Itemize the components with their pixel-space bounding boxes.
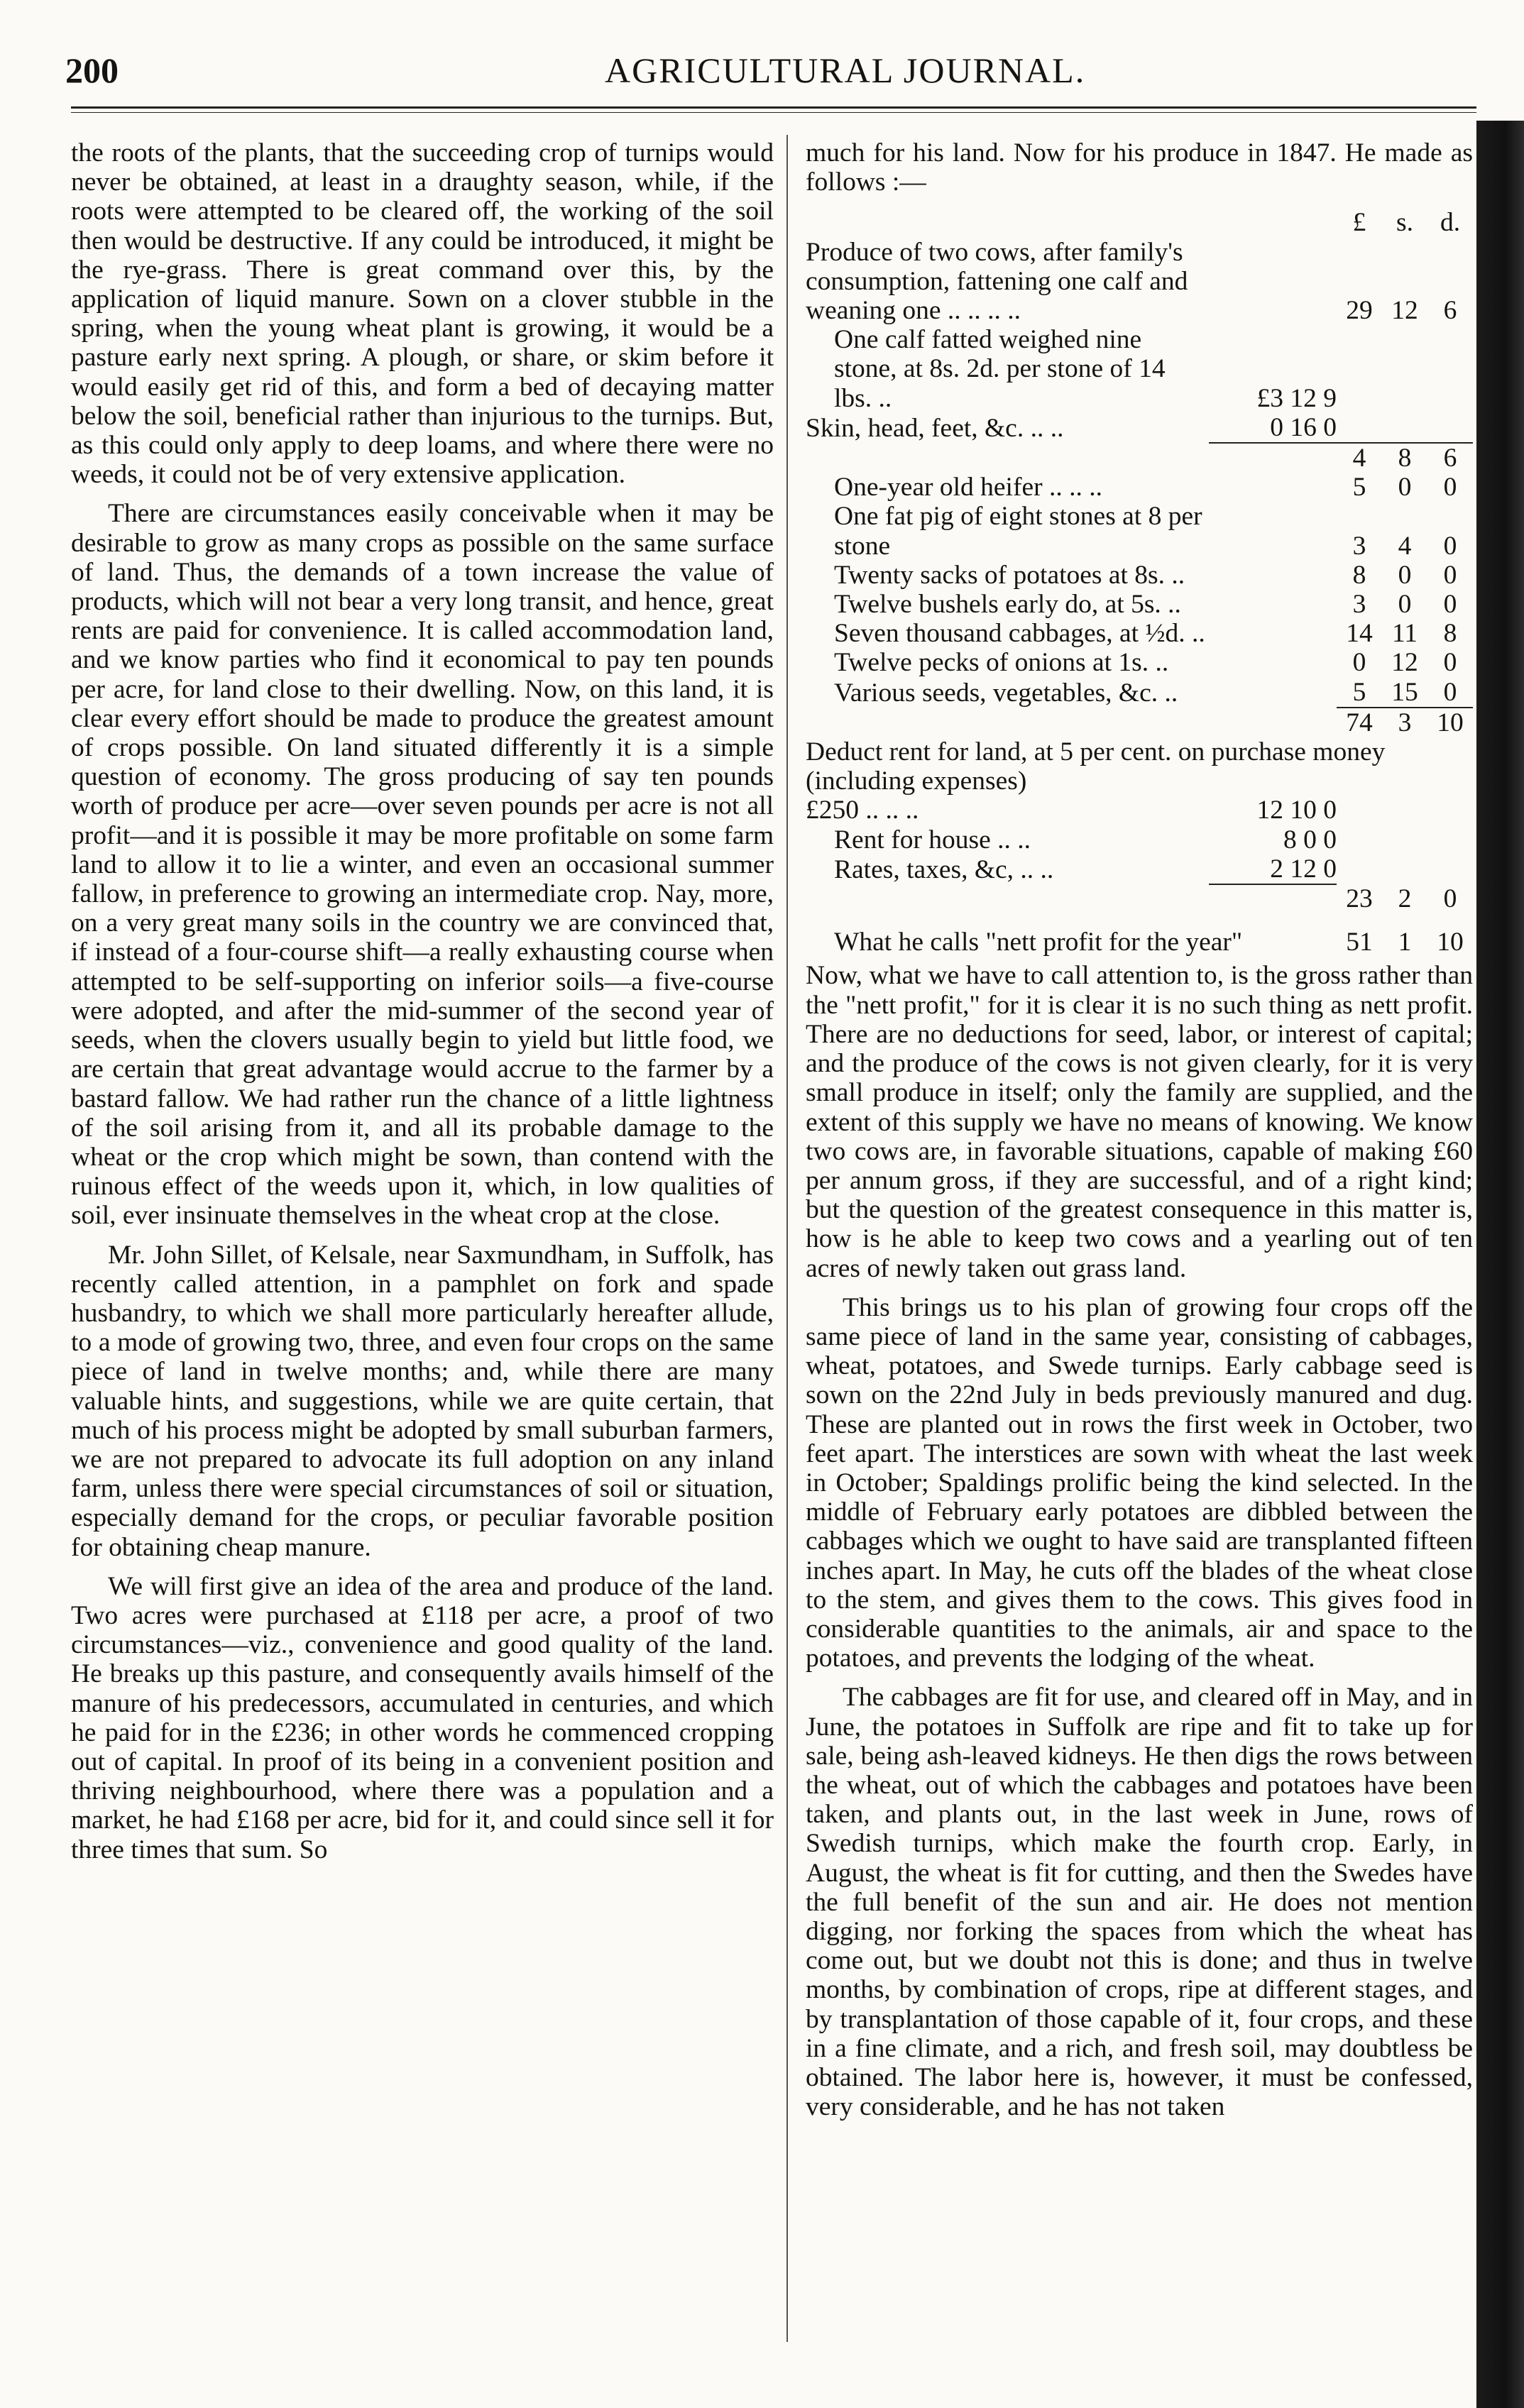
account-row	[806, 590, 1473, 619]
account-row	[806, 325, 1473, 413]
account-row	[806, 561, 1473, 590]
row-sub-amount	[1209, 590, 1337, 619]
deductions-heading: Deduct rent for land, at 5 per cent. on purchase money (including expenses)	[806, 737, 1386, 796]
row-pounds: 5	[1352, 473, 1366, 502]
pence-header: d.	[1440, 208, 1461, 238]
page-number: 200	[65, 50, 119, 90]
shillings-header: s.	[1396, 208, 1413, 238]
deduction-amount: 12 10 0	[1256, 796, 1337, 825]
row-pence: 0	[1443, 560, 1457, 590]
total-pounds: 74	[1337, 708, 1382, 737]
right-column	[806, 138, 1473, 2131]
row-description	[806, 443, 1209, 473]
row-shillings: 0	[1398, 560, 1412, 590]
row-pence: 8	[1443, 619, 1457, 649]
row-pounds: 4	[1337, 443, 1382, 473]
row-pounds: 3	[1352, 590, 1366, 620]
row-description: One calf fatted weighed nine stone, at 8s. 2d. per stone of 14 lbs. ..	[834, 325, 1166, 413]
row-description: Seven thousand cabbages, at ½d. ..	[834, 619, 1205, 649]
paragraph: This brings us to his plan of growing four crops off the same piece of land in the same year, consisting of cabbages, wheat, potatoes, and Swede turnips. Early cabbage seed is sown on the 22nd July in beds previously manured and dug. These are planted out in rows the first week in October, two feet apart. The interstices are sown with wheat the last week in October; Spaldings prolific being the kind selected. In the middle of February early potatoes are dibbled between the cabbages which we ought to have said are transplanted fifteen inches apart. In May, he cuts off the blades of the wheat close to the stem, and gives them to the cows. This gives food in considerable quantities to the animals, air and space to the potatoes, and prevents the lodging of the wheat.	[806, 1292, 1473, 1673]
row-sub-amount	[1209, 502, 1337, 560]
row-description: Produce of two cows, after family's consumption, fattening one calf and weaning one .. .. .. ..	[806, 237, 1188, 326]
row-pence: 0	[1443, 648, 1457, 678]
row-sub-amount	[1209, 443, 1337, 473]
row-pence: 0	[1443, 473, 1457, 502]
deduction-amount: 8 0 0	[1283, 825, 1337, 854]
deduction-total-spacer	[806, 884, 1209, 913]
deduction-empty	[1382, 854, 1427, 884]
row-sub-amount	[1209, 561, 1337, 590]
spacer-cell	[806, 913, 1209, 928]
row-pence: 0	[1443, 531, 1457, 561]
pounds-header: £	[1352, 208, 1366, 238]
deduction-empty	[1337, 825, 1382, 854]
paragraph: The cabbages are fit for use, and cleared off in May, and in June, the potatoes in Suffolk are ripe and fit to take up for sale, being ash-leaved kidneys. He then digs the rows between the wheat, out of which the cabbages and potatoes have been taken, and plants out, in the last week in June, rows of Swedish turnips, which make the fourth crop. Early, in August, the wheat is fit for cutting, and then the Swedes have the full benefit of the sun and air. He does not mention digging, nor forking the spaces from which the wheat has come out, but we doubt not this is done; and thus in twelve months, by combination of crops, ripe at different stages, and by transplantation of those capable of it, four crops, and these in a fine climate, and a rich, and fresh soil, may doubtless be obtained. The labor here is, however, it must be confessed, very considerable, and he has not taken	[806, 1683, 1473, 2122]
total-row	[806, 708, 1473, 737]
account-row	[806, 238, 1473, 326]
page-gutter-shadow	[1476, 121, 1524, 2408]
row-description: One-year old heifer .. .. ..	[834, 473, 1102, 502]
row-shillings: 0	[1398, 473, 1412, 502]
row-sub-amount	[1209, 473, 1337, 502]
row-description: Twelve pecks of onions at 1s. ..	[834, 648, 1169, 678]
account-row	[806, 648, 1473, 677]
account-row	[806, 502, 1473, 560]
deduction-empty	[1382, 796, 1427, 825]
deduction-empty	[1427, 825, 1473, 854]
row-pounds: 14	[1346, 619, 1373, 649]
row-shillings	[1382, 325, 1427, 413]
deduction-row	[806, 825, 1473, 854]
deduction-total-shillings: 2	[1398, 884, 1412, 914]
paragraph: We will first give an idea of the area and produce of the land. Two acres were purchased at £118 per acre, a proof of two circumstances—viz., convenience and good quality of the land. He breaks up this pasture, and consequently avails himself of the manure of his predecessors, accumulated in centuries, and which he paid for in the £236; in other words he commenced cropping out of capital. In proof of its being in a convenient position and thriving neighbourhood, where there was a population and a market, he had £168 per acre, bid for it, and could since sell it for three times that sum. So	[71, 1571, 774, 1864]
row-description: Twenty sacks of potatoes at 8s. ..	[834, 560, 1185, 590]
row-shillings: 12	[1391, 296, 1418, 326]
total-spacer-mid	[1209, 708, 1337, 737]
row-pounds: 8	[1352, 560, 1366, 590]
deductions-heading-row	[806, 737, 1473, 796]
running-title: AGRICULTURAL JOURNAL.	[605, 50, 1086, 90]
row-sub-amount	[1209, 678, 1337, 708]
deduction-total-row	[806, 884, 1473, 913]
account-row	[806, 678, 1473, 708]
left-column	[71, 138, 774, 1874]
account-row	[806, 413, 1473, 443]
nett-profit-pounds: 51	[1346, 928, 1373, 957]
row-pence: 0	[1443, 677, 1457, 707]
row-shillings	[1382, 413, 1427, 443]
subtotal-row	[806, 443, 1473, 473]
row-pounds: 3	[1352, 531, 1366, 561]
total-pence: 10	[1427, 708, 1473, 737]
row-sub-amount: 0 16 0	[1270, 412, 1337, 442]
paragraph: much for his land. Now for his produce in 1847. He made as follows :—	[806, 138, 1473, 197]
deduction-total-rule	[1209, 884, 1337, 913]
currency-header-row	[806, 208, 1473, 237]
nett-profit-description: What he calls "nett profit for the year"	[834, 928, 1243, 957]
row-pence: 0	[1443, 590, 1457, 620]
total-shillings: 3	[1382, 708, 1427, 737]
deduction-description: £250 .. .. ..	[806, 796, 919, 825]
deduction-total-pounds: 23	[1346, 884, 1373, 914]
total-spacer	[806, 708, 1209, 737]
deduction-total-pence: 0	[1443, 884, 1457, 914]
column-divider	[786, 135, 788, 2342]
deduction-empty	[1427, 854, 1473, 884]
row-shillings: 11	[1391, 619, 1418, 649]
row-pounds: 0	[1352, 648, 1366, 678]
produce-account-table	[806, 208, 1473, 957]
nett-profit-shillings: 1	[1398, 928, 1412, 957]
header-rule	[71, 106, 1476, 109]
row-pounds	[1337, 325, 1382, 413]
paragraph: Mr. John Sillet, of Kelsale, near Saxmundham, in Suffolk, has recently called attention, in a pamphlet on fork and spade husbandry, to which we shall more particularly hereafter allude, to a mode of growing two, three, and even four crops on the same piece of land in twelve months; and, while there are many valuable hints, and suggestions, while we are quite certain, that much of his process might be adopted by small suburban farmers, we are not prepared to advocate its full adoption on any inland farm, unless there were special circumstances of soil or situation, especially demand for the crops, or peculiar favorable position for obtaining cheap manure.	[71, 1240, 774, 1562]
paragraph: the roots of the plants, that the succeeding crop of turnips would never be obtained, at least in a draughty season, while, if the roots were attempted to be cleared off, the working of the soil then would be destructive. If any could be introduced, it might be the rye-grass. There is great command over this, by the application of liquid manure. Sown on a clover stubble in the spring, when the young wheat plant is growing, it would be a pasture early next spring. A plough, or share, or skim before it would easily get rid of this, and form a bed of decaying matter below the soil, beneficial rather than injurious to the turnips. But, as this could only apply to deep loams, and where there were no weeds, it could not be of very extensive application.	[71, 138, 774, 490]
row-shillings: 0	[1398, 590, 1412, 620]
deduction-empty	[1382, 825, 1427, 854]
row-shillings: 4	[1398, 531, 1412, 561]
row-shillings: 15	[1391, 677, 1418, 707]
row-pence: 6	[1427, 443, 1473, 473]
account-row	[806, 473, 1473, 502]
paragraph: There are circumstances easily conceivable when it may be desirable to grow as many crops as possible on the same surface of land. Thus, the demands of a town increase the value of products, which will not bear a very long transit, and hence, great rents are paid for convenience. It is called accommodation land, and we know parties who find it economical to pay ten pounds per acre, for land close to their dwelling. Now, on this land, it is clear every effort should be made to produce the greatest amount of crops possible. On land situated differently it is a simple question of economy. The gross producing of say ten pounds worth of produce per acre—over seven pounds per acre is not all profit—and it is possible it may be more profitable on some farm land to allow it to lie a winter, and even an occasional summer fallow, in preference to growing an intermediate crop. Nay, more, on a very great many soils in the country we are convinced that, if instead of a four-course shift—a really exhausting course when attempted to be self-supporting on inferior soils—a five-course were adopted, and after the mid-summer of the second year of seeds, when the clovers usually begin to yield but little food, we are certain that great advantage would accrue to the farmer by a bastard fallow. We had rather run the chance of a little lightness of the soil arising from it, and all its probable damage to the wheat or the crop which might be sown, than contend with the ruinous effect of the weeds upon it, which, in low qualities of soil, ever insinuate themselves in the wheat crop at the close.	[71, 499, 774, 1231]
row-shillings: 12	[1391, 648, 1418, 678]
row-pence	[1427, 325, 1473, 413]
row-description: Various seeds, vegetables, &c. ..	[834, 678, 1178, 708]
row-sub-amount: £3 12 9	[1256, 383, 1337, 413]
row-pounds: 5	[1352, 677, 1366, 707]
row-sub-amount	[1209, 238, 1337, 326]
deduction-description: Rates, taxes, &c, .. ..	[834, 854, 1054, 884]
deduction-empty	[1337, 854, 1382, 884]
row-description: Skin, head, feet, &c. .. ..	[806, 413, 1064, 443]
row-sub-amount	[1209, 648, 1337, 677]
row-description: One fat pig of eight stones at 8 per stone	[834, 502, 1202, 561]
paragraph: Now, what we have to call attention to, is the gross rather than the "nett profit," for it is clear it is no such thing as nett profit. There are no deductions for seed, labor, or interest of capital; and the produce of the cows is not given clearly, for it is very small produce in itself; only the family are supplied, and the extent of this supply we have no means of knowing. We know two cows are, in favorable situations, capable of making £60 per annum gross, if they are successful, and of a right kind; but the question of the greatest consequence in this matter is, how is he able to keep two cows and a yearling out of ten acres of newly taken out grass land.	[806, 961, 1473, 1283]
row-description: Twelve bushels early do, at 5s. ..	[834, 590, 1181, 620]
row-pence	[1427, 413, 1473, 443]
deduction-description: Rent for house .. ..	[834, 825, 1031, 854]
nett-profit-pence: 10	[1437, 928, 1464, 957]
header-rule-thin	[71, 112, 1476, 113]
row-pounds	[1337, 413, 1382, 443]
row-shillings: 8	[1382, 443, 1427, 473]
row-sub-amount	[1209, 619, 1337, 648]
deduction-empty	[1427, 796, 1473, 825]
spacer-row	[806, 913, 1473, 928]
account-row	[806, 619, 1473, 648]
deduction-empty	[1337, 796, 1382, 825]
deduction-row	[806, 796, 1473, 825]
page-header	[65, 50, 1513, 106]
row-pounds: 29	[1346, 296, 1373, 326]
row-pence: 6	[1443, 296, 1457, 326]
nett-profit-row	[806, 928, 1473, 957]
deduction-row	[806, 854, 1473, 884]
deduction-amount: 2 12 0	[1270, 854, 1337, 884]
